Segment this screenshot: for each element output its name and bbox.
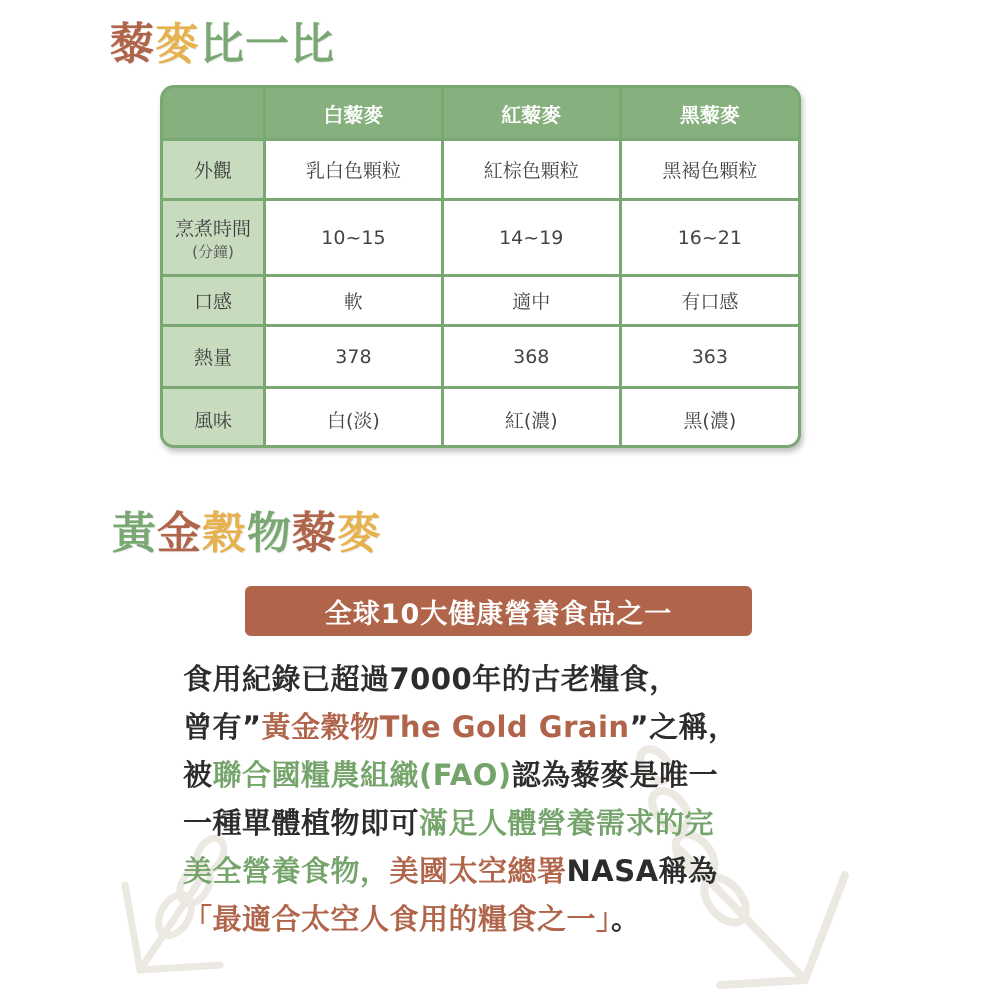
text: 食用紀錄已超過7000年的古老糧食， [183, 662, 679, 696]
text: 曾有” [183, 710, 262, 744]
para-line-6 [183, 895, 823, 943]
title-char: 麥 [155, 19, 200, 70]
para-line-2 [183, 703, 823, 751]
comparison-table [160, 85, 801, 448]
title-char: 穀 [202, 508, 247, 559]
title-char: 麥 [337, 508, 382, 559]
title-char: 藜 [292, 508, 337, 559]
para-line-5 [183, 847, 823, 895]
row-label [163, 200, 265, 276]
quinoa-description [183, 655, 823, 943]
table-row [163, 388, 798, 449]
table-cell: 10~15 [265, 200, 443, 276]
section-title-golden-grain [112, 497, 382, 561]
table-header-row [163, 88, 798, 140]
para-line-3 [183, 751, 823, 799]
table-cell: 白(淡) [265, 388, 443, 449]
table-cell: 16~21 [620, 200, 798, 276]
highlight-gold-grain: 黃金穀物The Gold Grain [261, 710, 630, 744]
text: 被 [183, 758, 213, 792]
table-row [163, 200, 798, 276]
table-cell: 363 [620, 326, 798, 388]
table-cell: 368 [442, 326, 620, 388]
header-red-quinoa: 紅藜麥 [442, 88, 620, 140]
row-label-main: 烹煮時間 [174, 217, 251, 240]
row-label: 熱量 [163, 326, 265, 388]
text: 認為藜麥是唯一 [511, 758, 719, 792]
text: 一種單體植物即可 [183, 806, 420, 840]
row-label-unit: (分鐘) [192, 242, 234, 261]
table-cell: 14~19 [442, 200, 620, 276]
table-cell: 乳白色顆粒 [265, 140, 443, 200]
highlight-fao: 聯合國糧農組織(FAO) [212, 758, 512, 792]
table-cell: 黑(濃) [620, 388, 798, 449]
title-char: 比一比 [200, 19, 335, 70]
table-cell: 紅棕色顆粒 [442, 140, 620, 200]
text: ”之稱， [629, 710, 738, 744]
section-title-comparison [110, 8, 335, 72]
row-label: 風味 [163, 388, 265, 449]
highlight-astronaut-food: 「最適合太空人食用的糧食之一」 [183, 902, 612, 936]
text: 。 [611, 902, 641, 936]
table-row [163, 276, 798, 326]
header-corner [163, 88, 265, 140]
title-char: 物 [247, 508, 292, 559]
table-cell: 有口感 [620, 276, 798, 326]
title-char: 黃 [112, 508, 157, 559]
table-cell: 適中 [442, 276, 620, 326]
highlight-nutrition: 滿足人體營養需求的完 [419, 806, 715, 840]
title-char: 金 [157, 508, 202, 559]
top10-health-food-banner: 全球10大健康營養食品之一 [245, 586, 752, 636]
title-char: 藜 [110, 19, 155, 70]
para-line-1 [183, 655, 823, 703]
row-label: 外觀 [163, 140, 265, 200]
table-row [163, 326, 798, 388]
para-line-4 [183, 799, 823, 847]
table-row [163, 140, 798, 200]
table-cell: 軟 [265, 276, 443, 326]
table-cell: 378 [265, 326, 443, 388]
header-white-quinoa: 白藜麥 [265, 88, 443, 140]
highlight-complete-food: 美全營養食物， [183, 854, 390, 888]
text: NASA稱為 [566, 854, 718, 888]
row-label: 口感 [163, 276, 265, 326]
table-cell: 黑褐色顆粒 [620, 140, 798, 200]
table-cell: 紅(濃) [442, 388, 620, 449]
header-black-quinoa: 黑藜麥 [620, 88, 798, 140]
highlight-nasa-org: 美國太空總署 [389, 854, 567, 888]
